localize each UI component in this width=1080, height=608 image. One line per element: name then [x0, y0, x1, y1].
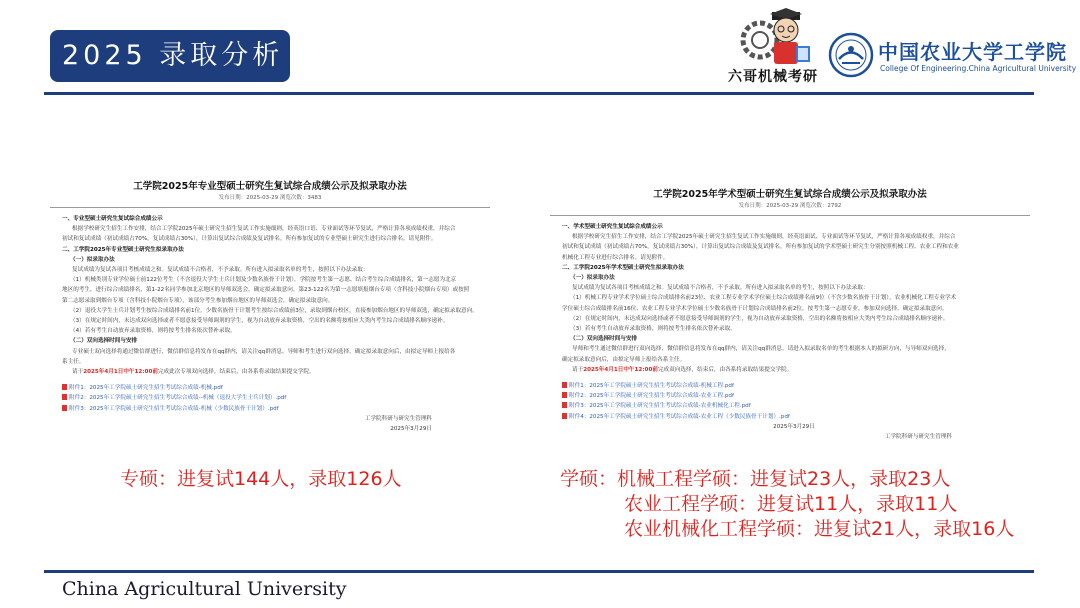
notice-paragraph: （一）拟录取办法 [70, 256, 115, 263]
pdf-file-icon [62, 394, 67, 400]
attachment-link[interactable] [562, 412, 1026, 422]
header-divider [44, 92, 1034, 95]
notice-paragraph: 专业硕士双向选择将通过微信群进行，微信群信息将发布在qq群内，请关注qq群消息。导师和考生进行双向选择，确定拟录取意向后，由拟定导师上报给各 [72, 348, 456, 355]
notice-paragraph: （3）在规定时间内，未达成双向选择或者不愿意接受导师调剂的学生，视为自动放弃录取资格，空出的名额将按相应大类内考生综合成绩排名顺序递补。 [70, 318, 449, 325]
deadline-highlight: 2025年4月1日中午12:00前 [583, 366, 658, 373]
pdf-file-icon [62, 405, 67, 411]
page-title: 2025 录取分析 [50, 30, 290, 82]
academic-summary-mechanical: 学硕：机械工程学硕：进复试23人，录取23人 [560, 468, 951, 490]
deadline-prefix: 请于 [572, 366, 584, 373]
college-name-cn: 中国农业大学工学院 [878, 40, 1067, 64]
notice-paragraph: 确定拟录取意向后，由拟定导师上报给各系主任。 [562, 356, 686, 363]
pdf-file-icon [562, 413, 567, 419]
notice-paragraph: 系主任。 [62, 358, 85, 365]
notice-body [540, 222, 1040, 442]
attachment-label: 附件3：2025年工学院硕士研究生招生考试综合成绩-农业机械化工程.pdf [569, 403, 751, 410]
notice-paragraph: （二）双向选择时间与安排 [70, 338, 138, 345]
notice-paragraph: 复试成绩为复试各项目考核成绩之和。复试成绩不合格者，不予录取。所有进入拟录取名单的考生，按照以下办法录取： [572, 285, 869, 292]
attachment-label: 附件2：2025年工学院硕士研究生招生考试综合成绩-农业工程.pdf [569, 393, 734, 400]
notice-paragraph: （一）拟录取办法 [570, 275, 615, 282]
professional-master-notice [40, 172, 500, 462]
college-emblem-icon [828, 32, 874, 78]
footer-divider [44, 570, 1034, 573]
attachment-link[interactable] [562, 391, 1026, 401]
deadline-prefix: 请于 [72, 369, 84, 376]
notice-paragraph: 二、工学院2025年专业型硕士研究生拟录取办法 [62, 246, 184, 253]
college-name-en: College Of Engineering.China Agricultural University [880, 64, 1077, 73]
academic-summary-mechanization: 农业机械化工程学硕：进复试21人，录取16人 [624, 518, 1015, 540]
notice-date: 2025年3月29日 [773, 423, 815, 430]
notice-body [40, 214, 500, 434]
notice-paragraph: 复试成绩为复试各项目考核成绩之和。复试成绩不合格者，不予录取。所有进入拟录取名单的考生，按照以下办法录取： [72, 267, 369, 274]
deadline-suffix: 完成双向选择，结束后，由各系将录取结果提交学院。 [657, 366, 793, 373]
mascot-logo [740, 6, 830, 70]
attachment-link[interactable] [62, 383, 486, 393]
notice-paragraph: （二）双向选择时间与安排 [570, 336, 638, 343]
pdf-file-icon [562, 402, 567, 408]
attachment-link[interactable] [62, 393, 486, 403]
attachment-label: 附件2：2025年工学院硕士研究生招生考试综合成绩--机械（退役大学生士兵计划）.pdf [69, 395, 287, 402]
deadline-highlight: 2025年4月1日中午12:00前 [83, 369, 158, 376]
notice-paragraph: 第二志愿录取到烟台专项（含科技小院烟台专项），该部分考生参加烟台地区的导师双选会，确定拟录取意向。 [62, 297, 334, 304]
attachment-link[interactable] [62, 404, 486, 414]
notice-paragraph: 学位硕士综合成绩排名前16位、农业工程专业学术学位硕士少数名族骨干计划综合成绩排名前2位，按考生第一志愿专业，参加双向选择，确定拟录取意向。 [562, 305, 948, 312]
notice-paragraph: 根据学校研究生招生工作安排，结合工学院2025年硕士研究生招生复试工作实施细则，经英语面试、专业面试等环节复试，严格计算各项成绩权重，并综合 [572, 234, 956, 241]
notice-paragraph: 初试和复试成绩（初试成绩占70%，复试成绩占30%），计算出复试综合成绩及复试排名。所有参加复试的专业型硕士研究生进行综合排名。请见附件。 [62, 236, 437, 243]
notice-paragraph: 一、专业型硕士研究生复试综合成绩公示 [62, 216, 163, 222]
notice-signature: 工学院科研与研究生管理科 [884, 434, 952, 441]
notice-paragraph: 根据学校研究生招生工作安排，结合工学院2025年硕士研究生招生复试工作实施细则，经英语口语、专业面试等环节复试，严格计算各项成绩权重，并综合 [72, 226, 456, 233]
notice-paragraph: 一、学术型硕士研究生复试综合成绩公示 [562, 224, 663, 230]
notice-meta: 发布日期：2025-03-29 浏览次数：3483 [218, 195, 322, 201]
attachment-label: 附件1：2025年工学院硕士研究生招生考试综合成绩-机械工程.pdf [569, 383, 734, 390]
deadline-line [62, 367, 486, 377]
notice-paragraph: （3）若有考生自动放弃录取资格，则将按考生排名依次替补录取。 [570, 326, 736, 333]
deadline-line [562, 365, 1026, 375]
notice-paragraph: 二、工学院2025年学术型硕士研究生拟录取办法 [562, 264, 684, 271]
notice-paragraph: 初试和复试成绩（初试成绩占70%，复试成绩占30%），计算出复试综合成绩及复试排名。所有参加复试的学术型硕士研究生分别按照机械工程、农业工程和农业 [562, 244, 959, 251]
notice-divider [50, 207, 490, 208]
mascot-label: 六哥机械考研 [728, 69, 818, 85]
deadline-suffix: 完成此次专项双向选择。结束后，由各系将录取结果提交学院。 [157, 369, 315, 376]
attachment-label: 附件1：2025年工学院硕士研究生招生考试综合成绩-机械.pdf [69, 385, 223, 392]
notice-title: 工学院2025年学术型硕士研究生复试综合成绩公示及拟录取办法 [653, 189, 927, 200]
pdf-file-icon [562, 392, 567, 398]
notice-paragraph: （2）退役大学生士兵计划考生按综合成绩排名前1位，少数名族骨干计划考生按综合成绩前3位，录取到烟台校区，直接参加烟台地区的导师双选，确定拟录取意向。 [70, 307, 478, 314]
notice-paragraph: （1）机械类别专业学位硕士前122位考生（不含退役大学生士兵计划及少数名族骨干计划），学院按考生第一志愿、结合考生综合成绩排名，第一志愿为北京 [70, 277, 457, 284]
notice-signature: 工学院科研与研究生管理科 [364, 415, 432, 422]
notice-paragraph: 机械化工程专业进行综合排名。请见附件。 [562, 254, 669, 261]
notice-paragraph: （4）若有考生自动放弃录取资格，则将按考生排名依次替补录取。 [70, 328, 236, 335]
academic-master-notice [540, 180, 1040, 450]
notice-title: 工学院2025年专业型硕士研究生复试综合成绩公示及拟录取办法 [133, 181, 407, 192]
attachment-link[interactable] [562, 381, 1026, 391]
professional-summary: 专硕：进复试144人，录取126人 [120, 468, 402, 490]
attachment-label: 附件3：2025年工学院硕士研究生招生考试综合成绩-机械（少数民族骨干计划）.pdf [69, 405, 279, 412]
notice-divider [550, 215, 1030, 216]
notice-paragraph: 地区的考生，进行综合成绩排名，第1-22名同学参加北京地区的导师双选会，确定拟录取意向。第23-122名为第一志愿填报烟台专项（含科技小院烟台专项）或按照 [62, 287, 470, 294]
footer-university: China Agricultural University [62, 578, 347, 600]
academic-summary-agricultural: 农业工程学硕：进复试11人，录取11人 [624, 493, 958, 515]
pdf-file-icon [62, 384, 67, 390]
notice-date: 2025年3月29日 [390, 426, 432, 433]
pdf-file-icon [562, 382, 567, 388]
attachment-label: 附件4：2025年工学院硕士研究生招生考试综合成绩-农业工程（少数民族骨干计划）.pdf [569, 413, 790, 420]
notice-paragraph: 导师和考生通过微信群进行双向选择，微信群信息将发布在qq群内，请关注qq群消息。请进入拟录取名单的考生根据本人的拟研方向，与导师双向选择， [572, 346, 950, 353]
attachment-link[interactable] [562, 401, 1026, 411]
notice-meta: 发布日期：2025-03-29 浏览次数：2792 [738, 203, 842, 209]
notice-paragraph: （1）机械工程专业学术学位硕士综合成绩排名前23位、农业工程专业学术学位硕士综合成绩排名前9位（不含少数名族骨干计划），农业机械化工程专业学术 [570, 295, 957, 302]
notice-paragraph: （2）在规定时间内，未达成双向选择或者不愿意接受导师调剂的学生，视为自动放弃录取资格，空出的名额将按相应大类内考生综合成绩排名顺序递补。 [570, 315, 949, 322]
